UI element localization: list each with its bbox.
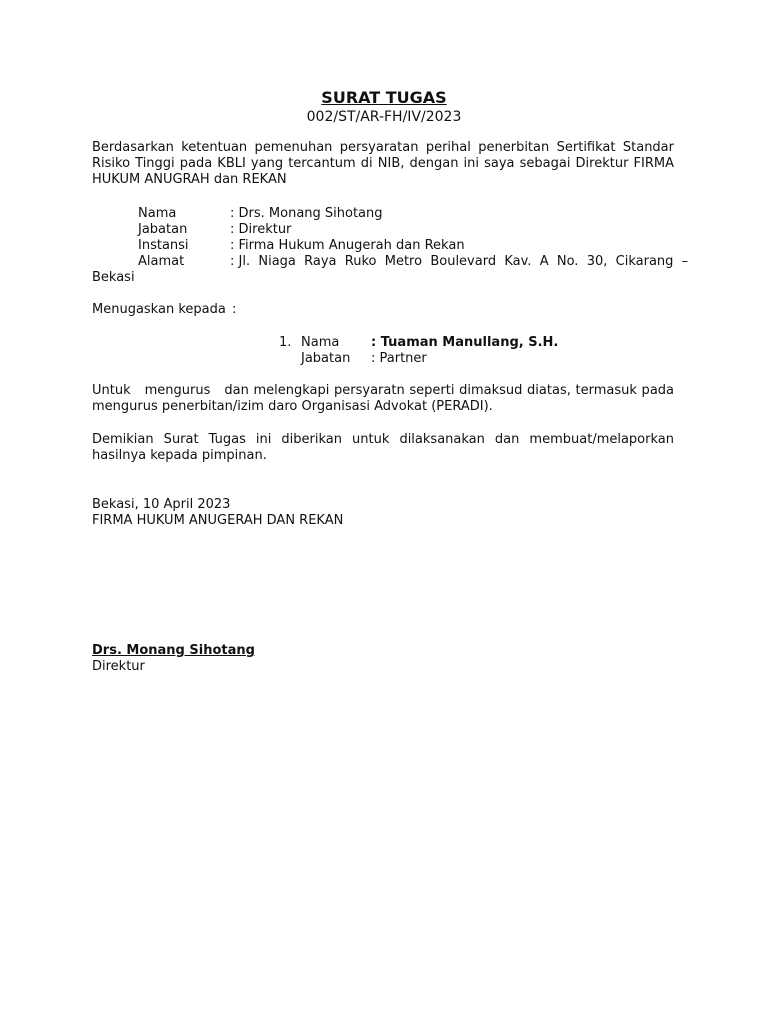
assignee-position-label: Jabatan bbox=[301, 351, 351, 366]
closing-paragraph: Demikian Surat Tugas ini diberikan untuk dilaksanakan dan membuat/melaporkan hasilnya kepada pimpinan. bbox=[92, 432, 674, 463]
assignee-name-value: : Tuaman Manullang, S.H. bbox=[371, 335, 559, 350]
issuer-address-value: : Jl. Niaga Raya Ruko Metro Boulevard Kav. A No. 30, Cikarang – bbox=[230, 254, 689, 269]
issuer-institution-value: : Firma Hukum Anugerah dan Rekan bbox=[230, 238, 465, 253]
issuer-institution-label: Instansi bbox=[138, 238, 189, 253]
signatory-name: Drs. Monang Sihotang bbox=[92, 643, 255, 658]
issuer-position-label: Jabatan bbox=[138, 222, 188, 237]
assignee-number: 1. bbox=[279, 335, 292, 350]
signatory-title: Direktur bbox=[92, 659, 145, 674]
assign-colon: : bbox=[232, 302, 237, 317]
issuer-position-value: : Direktur bbox=[230, 222, 292, 237]
issuer-name-value: : Drs. Monang Sihotang bbox=[230, 206, 383, 221]
issuer-address-label: Alamat bbox=[138, 254, 185, 269]
assign-label: Menugaskan kepada bbox=[92, 302, 226, 317]
purpose-paragraph: Untuk mengurus dan melengkapi persyaratn seperti dimaksud diatas, termasuk pada mengurus penerbitan/izim daro Organisasi Advokat (PERADI). bbox=[92, 383, 679, 414]
assignee-position-value: : Partner bbox=[371, 351, 427, 366]
issuer-address-continuation: Bekasi bbox=[92, 270, 135, 285]
intro-paragraph: Berdasarkan ketentuan pemenuhan persyaratan perihal penerbitan Sertifikat Standar Risiko Tinggi pada KBLI yang tercantum di NIB, dengan ini saya sebagai Direktur FIRMA HUKUM ANUGRAH dan REKAN bbox=[92, 140, 674, 187]
assignee-name-label: Nama bbox=[301, 335, 340, 350]
issuer-name-label: Nama bbox=[138, 206, 177, 221]
letter-number: 002/ST/AR-FH/IV/2023 bbox=[306, 109, 462, 125]
place-date: Bekasi, 10 April 2023 bbox=[92, 497, 231, 512]
firm-name: FIRMA HUKUM ANUGERAH DAN REKAN bbox=[92, 513, 344, 528]
letter-title: SURAT TUGAS bbox=[321, 88, 447, 107]
